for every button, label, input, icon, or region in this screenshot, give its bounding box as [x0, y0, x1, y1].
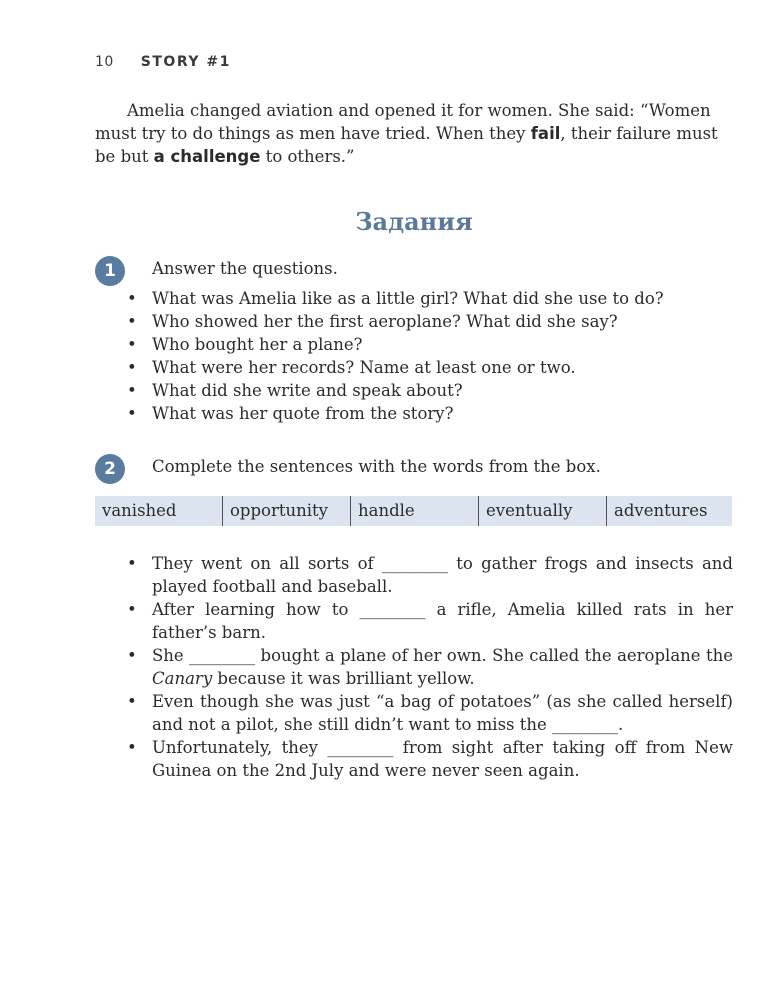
question-item: • Who bought her a plane?: [127, 333, 664, 356]
intro-paragraph: [95, 99, 735, 168]
sentence-item: [127, 690, 733, 736]
question-item: • What was Amelia like as a little girl? What did she use to do?: [127, 287, 664, 310]
sentence-item: [127, 644, 733, 690]
sentence-item: [127, 552, 733, 598]
task-2-sentence-list: [127, 552, 733, 782]
keyword-challenge: a challenge: [153, 147, 261, 166]
page-number: 10: [95, 54, 114, 70]
sentence-text: because it was brilliant yellow.: [212, 669, 475, 688]
sentence-text: They went on all sorts of ________ to gather frogs and insects and played football and baseball.: [152, 554, 733, 596]
intro-text-2: , their failure must be but: [95, 124, 718, 166]
word-box-word: opportunity: [222, 496, 350, 526]
word-box-word: handle: [350, 496, 478, 526]
sentence-text: Unfortunately, they ________ from sight after taking off from New Guinea on the 2nd July and were never seen again.: [152, 738, 733, 780]
sentence-item: [127, 736, 733, 782]
question-item: • Who showed her the first aeroplane? What did she say?: [127, 310, 664, 333]
story-label: STORY #1: [140, 54, 231, 70]
word-box: [95, 496, 732, 526]
keyword-fail: fail: [530, 124, 561, 143]
task-2-number-badge: 2: [95, 454, 125, 484]
question-item: • What were her records? Name at least one or two.: [127, 356, 664, 379]
word-box-word: eventually: [478, 496, 606, 526]
intro-text-1: Amelia changed aviation and opened it for women. She said: “Women must try to do things as men have tried. When they: [95, 101, 711, 143]
task-1-number-badge: 1: [95, 256, 125, 286]
sentence-text: After learning how to ________ a rifle, Amelia killed rats in her father’s barn.: [152, 600, 733, 642]
word-box-word: vanished: [102, 501, 177, 520]
task-1-instruction: Answer the questions.: [152, 259, 338, 278]
question-item: • What did she write and speak about?: [127, 379, 664, 402]
section-title: Задания: [355, 207, 473, 236]
task-2-instruction: Complete the sentences with the words from the box.: [152, 457, 601, 476]
sentence-text: She ________ bought a plane of her own. She called the aeroplane the: [152, 646, 733, 665]
sentence-italic-text: Canary: [152, 669, 213, 688]
question-item: • What was her quote from the story?: [127, 402, 664, 425]
sentence-item: [127, 598, 733, 644]
word-box-word: adventures: [606, 496, 732, 526]
task-1-question-list: [127, 287, 664, 425]
sentence-text: Even though she was just “a bag of potatoes” (as she called herself) and not a pilot, she still didn’t want to miss the ________.: [152, 692, 733, 734]
page-header: [95, 54, 231, 70]
intro-text-3: to others.”: [260, 147, 355, 166]
